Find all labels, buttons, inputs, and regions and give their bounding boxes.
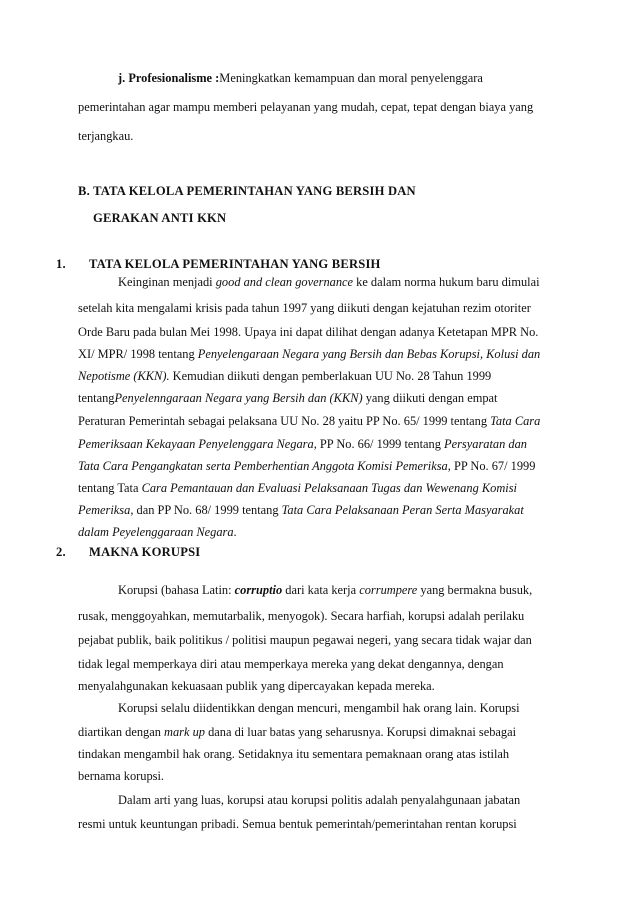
sub1-line-5 — [78, 368, 491, 384]
sub2-p1l1c: dari kata kerja — [282, 583, 360, 597]
sub1-line-6 — [78, 390, 498, 406]
sub1-line-9 — [78, 458, 535, 474]
sub1-l1c: ke dalam norma hukum baru dimulai — [353, 275, 540, 289]
sub1-l6a: tentang — [78, 391, 115, 405]
sub2-title: MAKNA KORUPSI — [89, 545, 201, 559]
sub1-l12a: dalam Peyelenggaraan Negara — [78, 525, 234, 539]
sub1-l8b: , PP No. 66/ 1999 tentang — [313, 437, 445, 451]
sub2-p2l2b: mark up — [164, 725, 205, 739]
sub1-l10a: tentang Tata — [78, 481, 142, 495]
sub1-l4b: Penyelengaraan Negara yang Bersih dan Bebas Korupsi, Kolusi dan — [197, 347, 541, 361]
sub2-number: 2. — [56, 545, 66, 559]
item-j-colon: : — [212, 71, 220, 85]
sub1-l10b: Cara Pemantauan dan Evaluasi Pelaksanaan Tugas dan Wewenang Komisi — [141, 481, 517, 495]
sub1-l11b: , dan PP No. 68/ 1999 tentang — [130, 503, 282, 517]
sub2-p1-line-3: pejabat publik, baik politikus / politisi maupun pegawai negeri, yang secara tidak wajar dan — [78, 633, 532, 647]
sub2-p2-line-2 — [78, 724, 516, 740]
sub2-p1-line-5: menyalahgunakan kekuasaan publik yang dipercayakan kepada mereka. — [78, 679, 435, 693]
section-b-title-line-1: B. TATA KELOLA PEMERINTAHAN YANG BERSIH DAN — [78, 184, 416, 198]
sub1-line-11 — [78, 502, 524, 518]
sub2-p1-line-1 — [118, 582, 532, 598]
sub2-p3-line-1: Dalam arti yang luas, korupsi atau korupsi politis adalah penyalahgunaan jabatan — [118, 793, 521, 807]
sub2-p2-line-3: tindakan mengambil hak orang. Setidaknya itu sementara pemaknaan orang atas istilah — [78, 747, 510, 761]
item-j-text: Meningkatkan kemampuan dan moral penyelenggara — [219, 71, 483, 85]
sub2-p2l2c: dana di luar batas yang seharusnya. Korupsi dimaknai sebagai — [204, 725, 517, 739]
sub2-p1-line-2: rusak, menggoyahkan, memutarbalik, menyogok). Secara harfiah, korupsi adalah perilaku — [78, 609, 525, 623]
sub2-p2l2a: diartikan dengan — [78, 725, 165, 739]
item-j-line-3: terjangkau. — [78, 129, 134, 143]
sub1-l7a: Peraturan Pemerintah sebagai pelaksana UU No. 28 yaitu PP No. 65/ 1999 tentang — [78, 414, 491, 428]
sub2-p1l1e: yang bermakna busuk, — [417, 583, 533, 597]
sub1-l5a: Nepotisme (KKN). — [78, 369, 170, 383]
sub1-l12b: . — [233, 525, 237, 539]
sub1-l1b: good and clean governance — [215, 275, 354, 289]
sub1-l11a: Pemeriksa — [78, 503, 131, 517]
sub1-line-1 — [118, 274, 540, 290]
sub1-l6b: Penyelenngaraan Negara yang Bersih dan (KKN) — [114, 391, 363, 405]
sub1-line-10 — [78, 480, 517, 496]
sub2-p1l1d: corrumpere — [359, 583, 418, 597]
sub1-l9a: Tata Cara Pengangkatan serta Pemberhentian Anggota Komisi Pemeriksa — [78, 459, 448, 473]
sub2-p3-line-2: resmi untuk keuntungan pribadi. Semua bentuk pemerintah/pemerintahan rentan korupsi — [78, 817, 517, 831]
sub1-l1a: Keinginan menjadi — [118, 275, 216, 289]
item-j-line-1 — [118, 70, 483, 86]
sub1-l7b: Tata Cara — [490, 414, 541, 428]
sub2-p1l1b: corruptio — [234, 583, 283, 597]
sub1-l9b: , PP No. 67/ 1999 — [447, 459, 536, 473]
sub2-p2-line-1: Korupsi selalu diidentikkan dengan mencuri, mengambil hak orang lain. Korupsi — [118, 701, 520, 715]
sub1-line-8 — [78, 436, 527, 452]
sub1-l8c: Persyaratan dan — [444, 437, 527, 451]
sub1-l11c: Tata Cara Pelaksanaan Peran Serta Masyarakat — [281, 503, 524, 517]
sub2-p1l1a: Korupsi (bahasa Latin: — [118, 583, 235, 597]
sub1-l8a: Pemeriksaan Kekayaan Penyelenggara Negara — [78, 437, 314, 451]
sub2-p2-line-4: bernama korupsi. — [78, 769, 165, 783]
sub1-line-3: Orde Baru pada bulan Mei 1998. Upaya ini dapat dilihat dengan adanya Ketetapan MPR No. — [78, 325, 539, 339]
sub1-l4a: XI/ MPR/ 1998 tentang — [78, 347, 198, 361]
item-j-label: j. Profesionalisme — [118, 71, 213, 85]
sub1-number: 1. — [56, 257, 66, 271]
item-j-line-2: pemerintahan agar mampu memberi pelayanan yang mudah, cepat, tepat dengan biaya yang — [78, 100, 534, 114]
sub1-title: TATA KELOLA PEMERINTAHAN YANG BERSIH — [89, 257, 381, 271]
sub1-line-12 — [78, 524, 237, 540]
sub1-l6c: yang diikuti dengan empat — [362, 391, 498, 405]
section-b-title-line-2: GERAKAN ANTI KKN — [93, 211, 227, 225]
sub2-p1-line-4: tidak legal memperkaya diri atau memperkaya mereka yang dekat dengannya, dengan — [78, 657, 504, 671]
sub1-line-7 — [78, 413, 540, 429]
sub1-line-2: setelah kita mengalami krisis pada tahun 1997 yang diikuti dengan kejatuhan rezim otoriter — [78, 301, 531, 315]
sub1-line-4 — [78, 346, 540, 362]
sub1-l5b: Kemudian diikuti dengan pemberlakuan UU No. 28 Tahun 1999 — [169, 369, 492, 383]
